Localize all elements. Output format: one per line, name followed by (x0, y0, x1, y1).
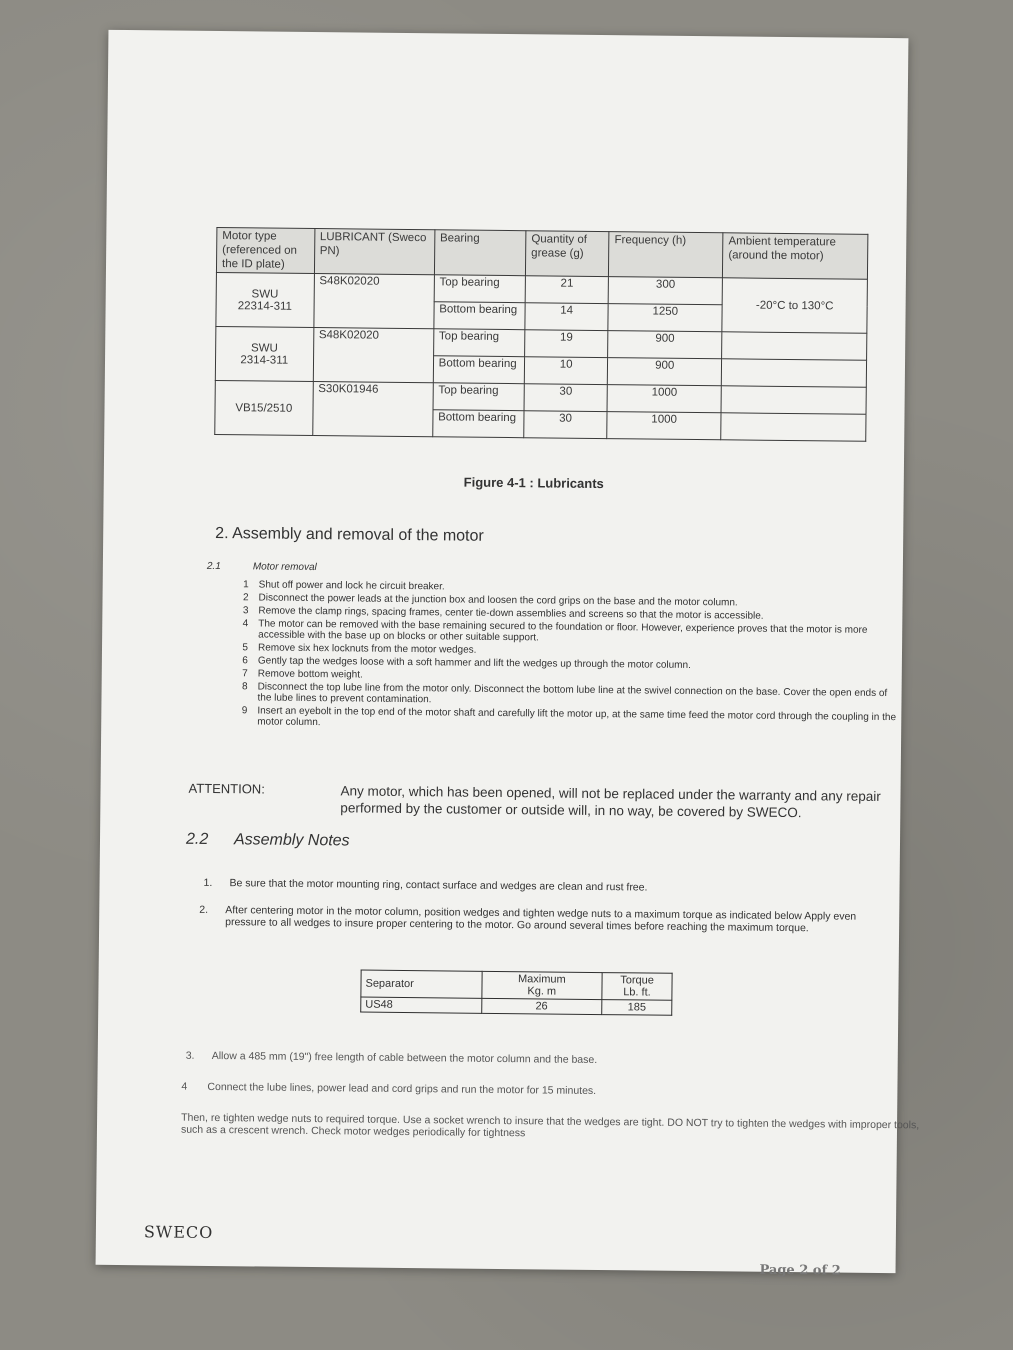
bearing-cell: Bottom bearing (432, 410, 524, 438)
ambient-cell-empty (721, 386, 866, 415)
header-motor-type: Motor type (referenced on the ID plate) (216, 227, 314, 273)
bearing-cell: Bottom bearing (433, 356, 525, 384)
subsection-title: Motor removal (252, 561, 317, 574)
step-number: 3 (242, 605, 249, 617)
bearing-cell: Top bearing (433, 383, 525, 411)
header-ambient: Ambient temperature (around the motor) (723, 233, 868, 280)
subsection-number: 2.1 (206, 560, 221, 573)
quantity-cell: 21 (525, 276, 608, 304)
section-heading: 2. Assembly and removal of the motor (215, 524, 484, 545)
list-item (219, 705, 899, 734)
frequency-cell: 900 (608, 358, 722, 386)
motor-type-cell: SWU 22314-311 (216, 272, 314, 327)
frequency-cell: 1250 (608, 304, 722, 332)
assembly-note (181, 1081, 881, 1100)
note-number: 2. (199, 903, 209, 916)
note-text: Be sure that the motor mounting ring, contact surface and wedges are clean and rust free. (229, 877, 648, 894)
step-text: Disconnect the top lube line from the motor only. Disconnect the bottom lube line at the swivel connection on the base. Cover the open ends of the lube lines to prevent contamination. (257, 681, 888, 706)
step-text: The motor can be removed with the base remaining secured to the foundation or floor. However, experience proves that the motor is more accessible with the base up on blocks or other suitable support. (258, 618, 868, 644)
table-row (361, 997, 672, 1015)
lubricant-cell: S48K02020 (313, 328, 434, 383)
header-bearing: Bearing (434, 230, 526, 276)
step-text: Remove the clamp rings, spacing frames, center tie-down assemblies and screens so that the motor is accessible. (258, 605, 764, 622)
step-number: 2 (242, 592, 249, 604)
step-number: 6 (242, 655, 248, 667)
lubricants-table (214, 227, 868, 442)
step-text: Disconnect the power leads at the junction box and loosen the cord grips on the base and the motor column. (258, 592, 738, 609)
step-number: 8 (241, 681, 248, 693)
ambient-cell: -20°C to 130°C (722, 278, 867, 334)
quantity-cell: 19 (525, 330, 608, 358)
step-text: Remove six hex locknuts from the motor wedges. (257, 642, 477, 656)
assembly-note (186, 1050, 886, 1069)
kgm-cell: 26 (481, 998, 602, 1014)
table-row (215, 380, 866, 414)
bearing-cell: Top bearing (433, 329, 525, 357)
subsection-title: Assembly Notes (233, 831, 350, 850)
ambient-cell-empty (721, 413, 866, 442)
header-frequency: Frequency (h) (609, 232, 723, 278)
table-row (216, 326, 867, 360)
step-number: 1 (243, 579, 249, 591)
separator-cell: US48 (361, 997, 482, 1013)
step-number: 4 (242, 618, 249, 630)
ambient-cell-empty (721, 359, 866, 388)
note-text: Connect the lube lines, power lead and cord grips and run the motor for 15 minutes. (207, 1080, 597, 1098)
lubricant-cell: S48K02020 (313, 274, 434, 329)
sweco-logo: SWECO (143, 1222, 214, 1243)
attention-label: ATTENTION: (188, 780, 265, 797)
subsection-number: 2.2 (185, 830, 209, 848)
torque-table (360, 970, 672, 1016)
assembly-note (203, 877, 893, 896)
ambient-cell-empty (722, 332, 867, 361)
step-text: Shut off power and lock he circuit breaker. (258, 579, 445, 593)
note-text: Allow a 485 mm (19") free length of cable between the motor column and the base. (211, 1049, 598, 1067)
header-quantity: Quantity of grease (g) (525, 231, 609, 277)
step-text: Insert an eyebolt in the top end of the motor shaft and carefully lift the motor up, at the same time feed the motor cord through the coupling in the motor column. (257, 705, 897, 729)
bearing-cell: Top bearing (434, 275, 526, 303)
frequency-cell: 1000 (607, 385, 721, 413)
step-text: Remove bottom weight. (257, 668, 363, 681)
lbft-cell: 185 (602, 1000, 672, 1016)
motor-type-cell: VB15/2510 (215, 380, 313, 435)
removal-steps-list (219, 579, 901, 736)
quantity-cell: 10 (524, 357, 607, 385)
final-instruction: Then, re tighten wedge nuts to required torque. Use a socket wrench to insure that the wedges are tight. DO NOT try to tighten the wedges with improper tools, such as a crescent wrench. Check motor wedges periodically for tightness (180, 1111, 920, 1140)
header-torque-lbft: Torque Lb. ft. (602, 973, 672, 1001)
header-lubricant: LUBRICANT (Sweco PN) (314, 229, 435, 275)
header-separator: Separator (361, 970, 482, 998)
step-number: 9 (241, 705, 248, 717)
lubricant-cell: S30K01946 (312, 382, 433, 437)
step-text: Gently tap the wedges loose with a soft hammer and lift the wedges up through the motor column. (257, 655, 691, 671)
table-row (216, 272, 867, 306)
table-header-row (361, 970, 672, 1000)
note-text: After centering motor in the motor column, position wedges and tighten wedge nuts to a maximum torque as indicated below Apply even pressure to all wedges to insure proper centering to the motor. Go around several times before reaching the maximum torque. (225, 904, 857, 935)
step-number: 7 (242, 668, 248, 680)
note-number: 1. (203, 876, 213, 889)
frequency-cell: 1000 (607, 412, 721, 440)
figure-caption: Figure 4-1 : Lubricants (463, 474, 604, 492)
attention-text: Any motor, which has been opened, will not be replaced under the warranty and any repair performed by the customer or outside will, in no way, be covered by SWECO. (340, 783, 881, 821)
frequency-cell: 900 (608, 331, 722, 359)
assembly-note (199, 904, 899, 935)
bearing-cell: Bottom bearing (434, 302, 526, 330)
table-header-row (216, 227, 867, 279)
motor-type-cell: SWU 2314-311 (215, 326, 313, 381)
quantity-cell: 30 (524, 411, 607, 439)
step-number: 5 (242, 642, 249, 654)
note-number: 3. (185, 1049, 195, 1062)
document-page (96, 30, 920, 1279)
frequency-cell: 300 (608, 277, 722, 305)
quantity-cell: 30 (524, 384, 607, 412)
header-max-kgm: Maximum Kg. m (481, 971, 602, 999)
quantity-cell: 14 (525, 303, 608, 331)
page-number: Page 2 of 2 (759, 1262, 841, 1279)
note-number: 4 (181, 1080, 188, 1093)
